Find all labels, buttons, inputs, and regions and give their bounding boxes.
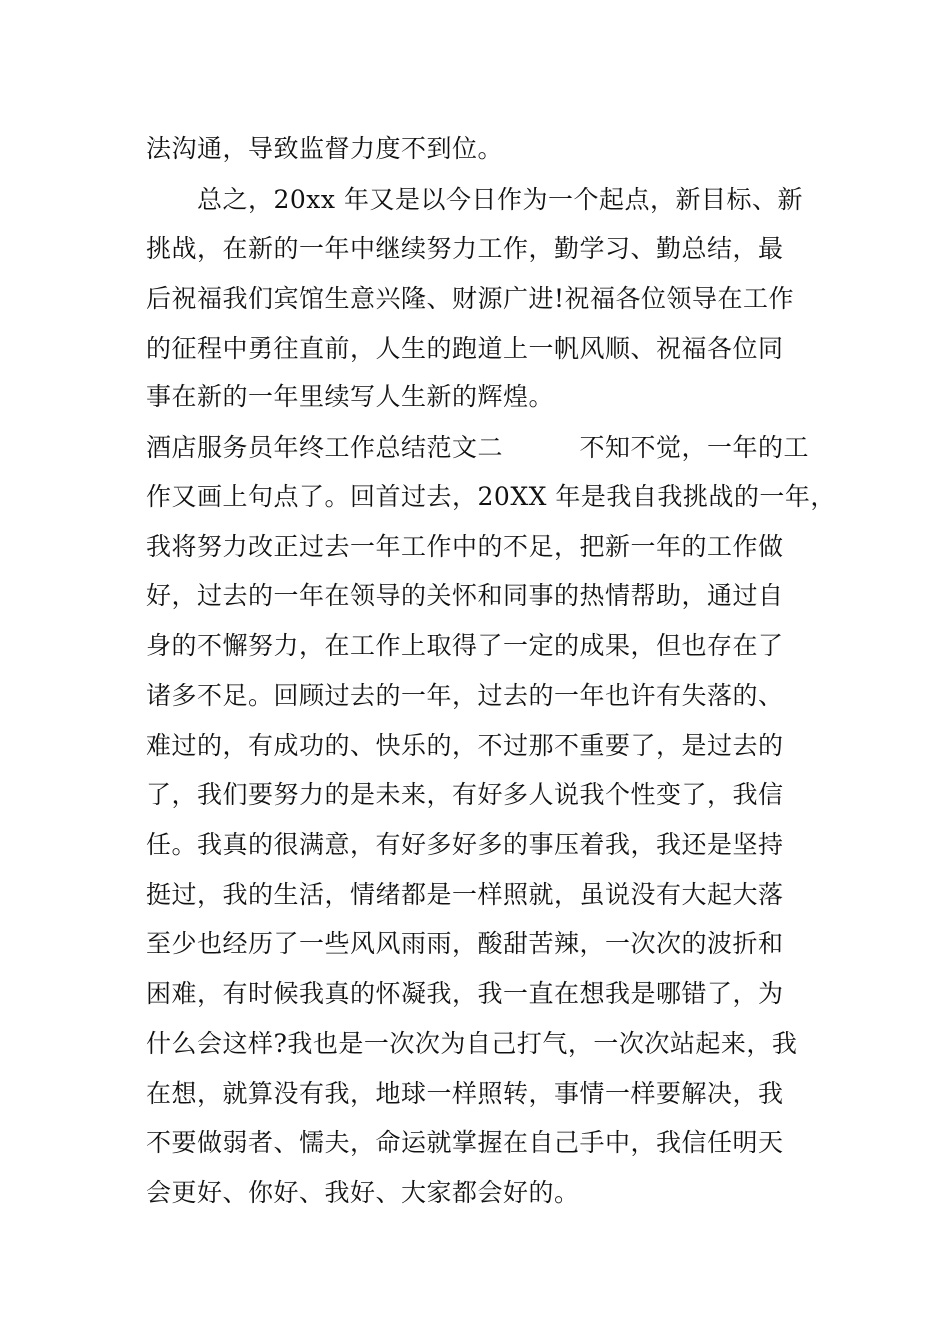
text-line: 任。我真的很满意，有好多好多的事压着我，我还是坚持 [146,830,784,859]
text-line: 身的不懈努力，在工作上取得了一定的成果，但也存在了 [146,631,784,660]
text-line: 好，过去的一年在领导的关怀和同事的热情帮助，通过自 [146,581,784,610]
text-line: 在想，就算没有我，地球一样照转，事情一样要解决，我 [146,1079,784,1108]
text-line: 的征程中勇往直前，人生的跑道上一帆风顺、祝福各位同 [146,334,784,363]
text-line: 至少也经历了一些风风雨雨，酸甜苦辣，一次次的波折和 [146,929,784,958]
text-line: 困难，有时候我真的怀凝我，我一直在想我是哪错了，为 [146,979,784,1008]
text-line: 法沟通，导致监督力度不到位。 [146,134,504,163]
text-line: 会更好、你好、我好、大家都会好的。 [146,1178,580,1207]
text-line: 作又画上句点了。回首过去，20XX 年是我自我挑战的一年， [146,482,836,511]
text-line: 难过的，有成功的、快乐的，不过那不重要了，是过去的 [146,731,784,760]
text-line: 不要做弱者、懦夫，命运就掌握在自己手中，我信任明天 [146,1128,784,1157]
text-line: 什么会这样?我也是一次次为自己打气，一次次站起来，我 [146,1029,798,1058]
text-line: 后祝福我们宾馆生意兴隆、财源广进!祝福各位领导在工作 [146,284,795,313]
text-line: 总之，20xx 年又是以今日作为一个起点，新目标、新 [146,185,803,214]
text-line: 挑战，在新的一年中继续努力工作，勤学习、勤总结，最 [146,234,784,263]
text-line: 了，我们要努力的是未来，有好多人说我个性变了，我信 [146,780,784,809]
text-line: 酒店服务员年终工作总结范文二 不知不觉，一年的工 [146,433,810,462]
text-line: 诸多不足。回顾过去的一年，过去的一年也许有失落的、 [146,681,784,710]
text-line: 我将努力改正过去一年工作中的不足，把新一年的工作做 [146,532,784,561]
text-line: 事在新的一年里续写人生新的辉煌。 [146,382,555,411]
text-line: 挺过，我的生活，情绪都是一样照就，虽说没有大起大落 [146,880,784,909]
